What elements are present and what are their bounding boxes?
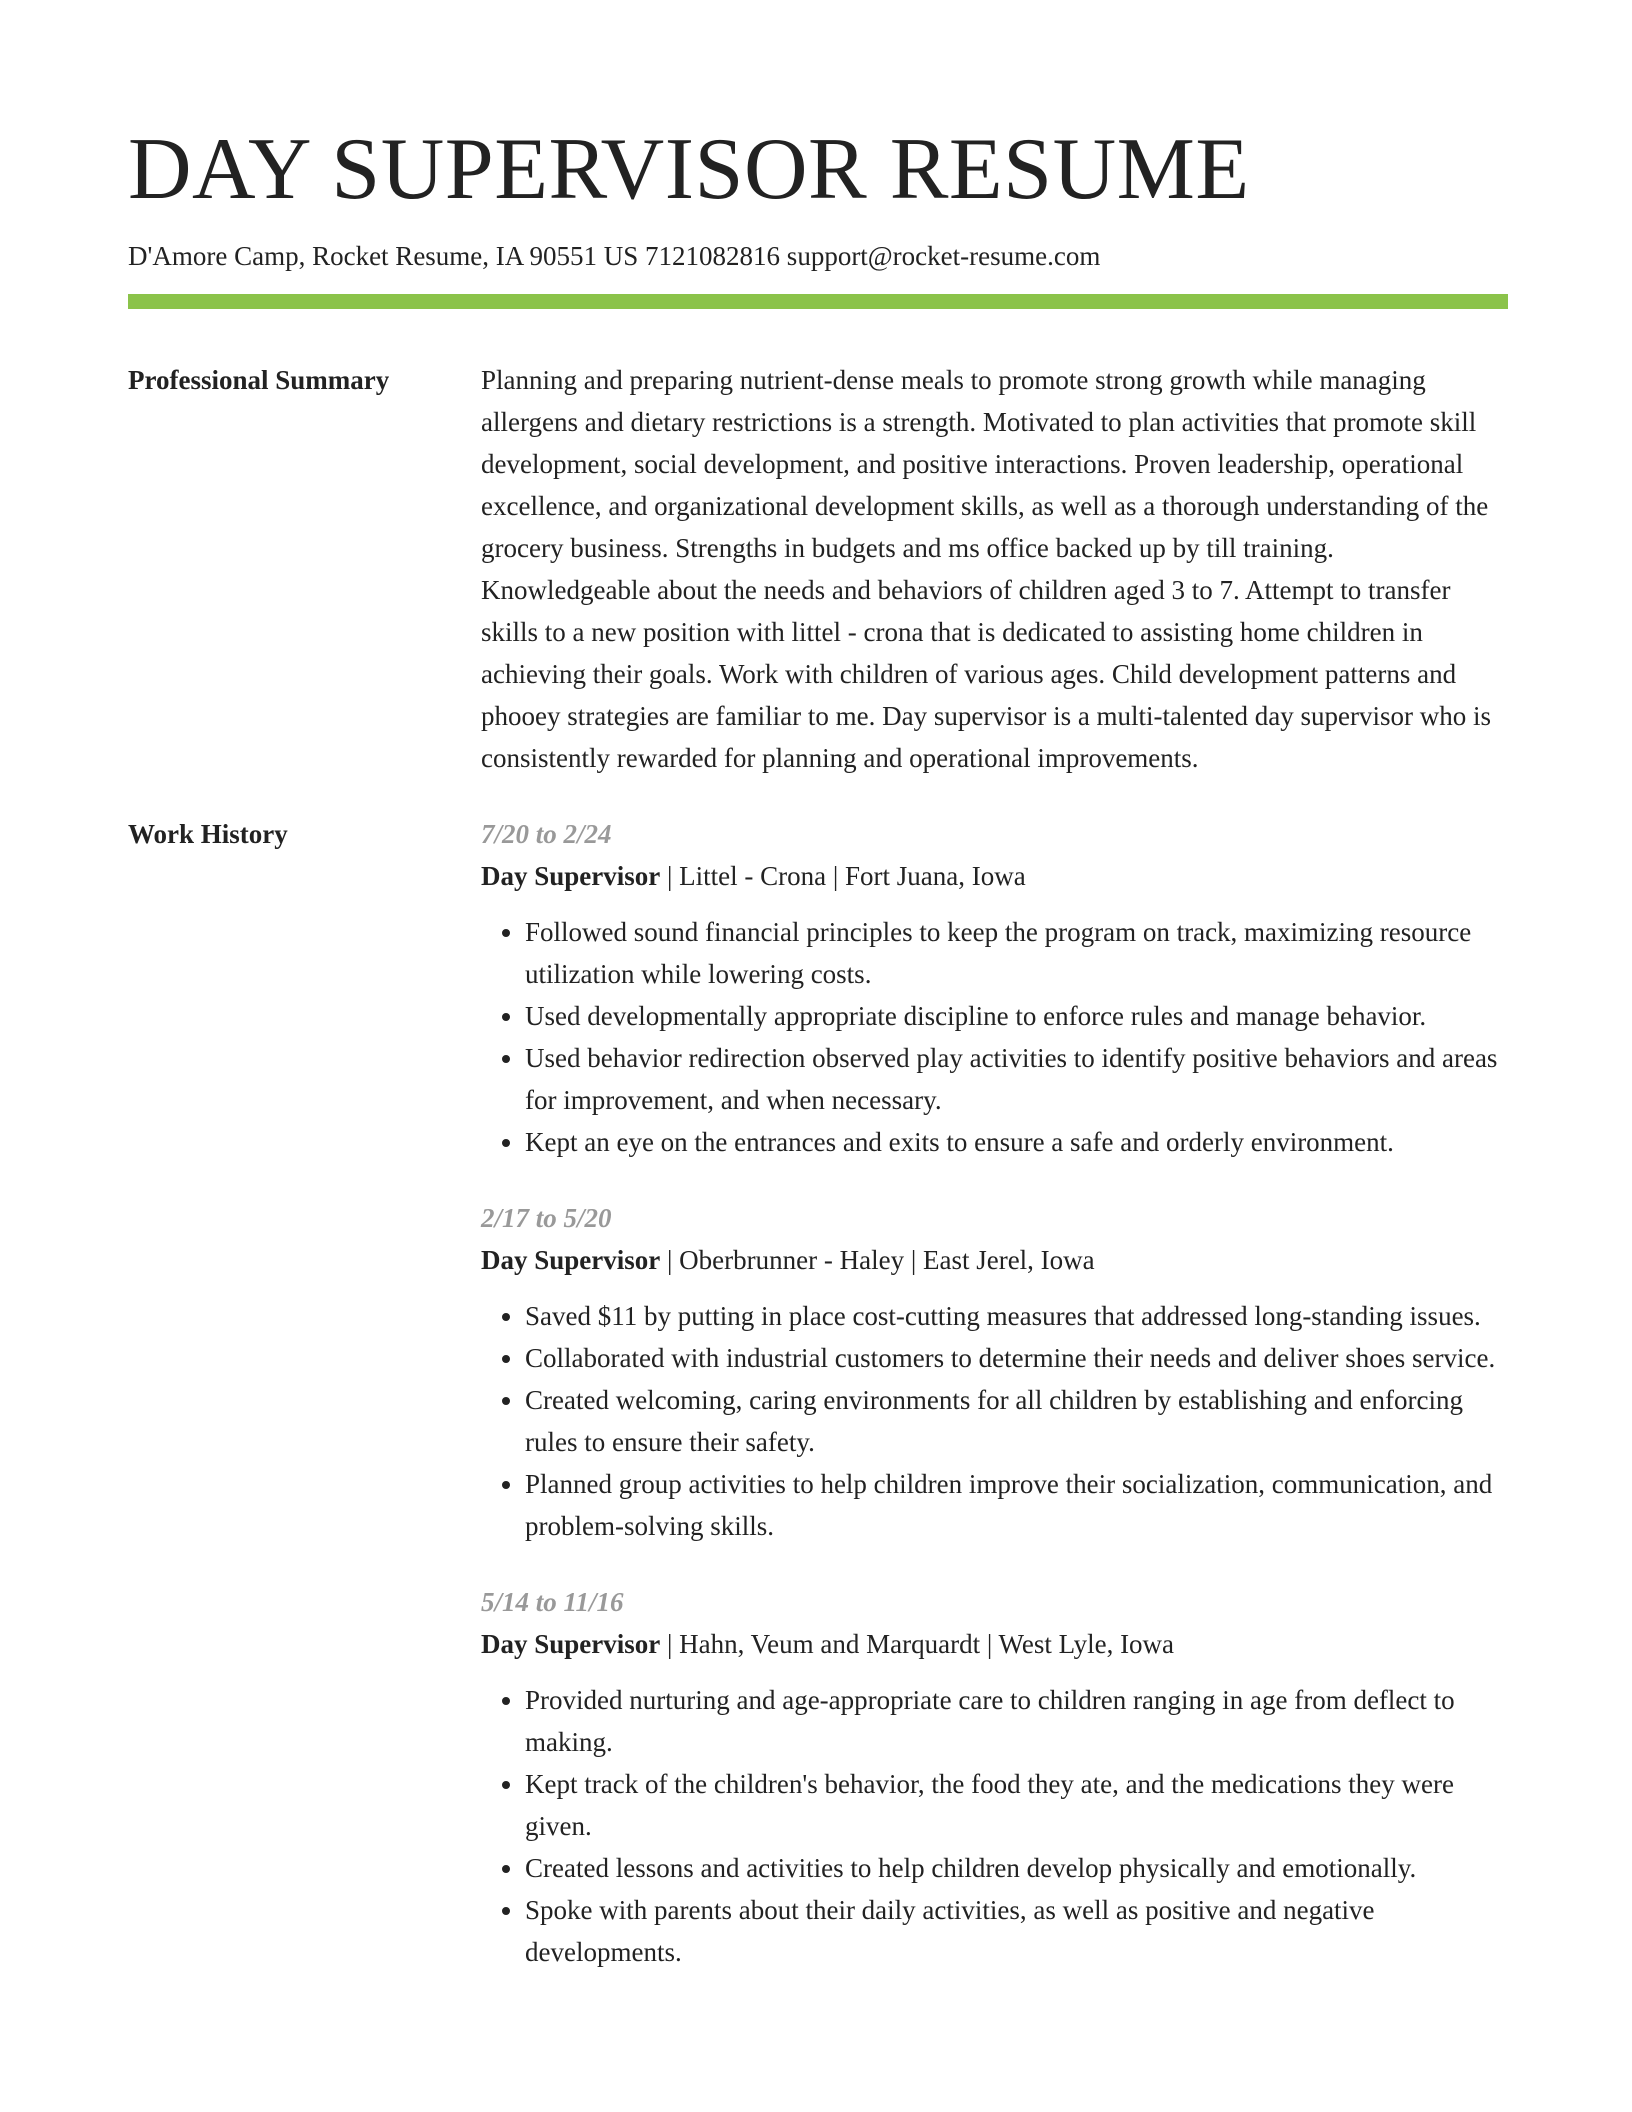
accent-divider — [128, 294, 1508, 309]
list-item: • Provided nurturing and age-appropriate care to children ranging in age from deflect to making. — [525, 1679, 1508, 1763]
contact-line: D'Amore Camp, Rocket Resume, IA 90551 US 7121082816 support@rocket-resume.com — [128, 241, 1101, 271]
summary-text: Planning and preparing nutrient-dense meals to promote strong growth while managing allergens and dietary restrictions is a strength. Motivated to plan activities that promote skill development, social development, and positive interactions. Proven leadership, operational excellence, and organizational development skills, as well as a thorough understanding of the grocery business. Strengths in budgets and ms office backed up by till training. Knowledgeable about the needs and behaviors of children aged 3 to 7. Attempt to transfer skills to a new position with littel - crona that is dedicated to assisting home children in achieving their goals. Work with children of various ages. Child development patterns and phooey strategies are familiar to me. Day supervisor is a multi-talented day supervisor who is consistently rewarded for planning and operational improvements. — [481, 365, 1491, 773]
professional-summary-section — [128, 359, 1508, 779]
list-item: • Used behavior redirection observed play activities to identify positive behaviors and areas for improvement, and when necessary. — [525, 1037, 1508, 1121]
job-bullets — [481, 1679, 1508, 1973]
job-dates: 5/14 to 11/16 — [481, 1587, 624, 1617]
job-bullets — [481, 911, 1508, 1163]
job-heading — [481, 855, 1508, 897]
resume-title: DAY SUPERVISOR RESUME — [128, 121, 1250, 218]
job-heading — [481, 1623, 1508, 1665]
job-entry — [481, 1581, 1508, 1973]
job-dates: 2/17 to 5/20 — [481, 1203, 612, 1233]
list-item: • Created welcoming, caring environments for all children by establishing and enforcing rules to ensure their safety. — [525, 1379, 1508, 1463]
job-dates: 7/20 to 2/24 — [481, 819, 612, 849]
list-item: • Spoke with parents about their daily activities, as well as positive and negative developments. — [525, 1889, 1508, 1973]
job-details: | Hahn, Veum and Marquardt | West Lyle, Iowa — [660, 1629, 1175, 1659]
list-item: • Saved $11 by putting in place cost-cutting measures that addressed long-standing issues. — [525, 1295, 1508, 1337]
resume-page — [128, 118, 1508, 2007]
list-item: • Collaborated with industrial customers to determine their needs and deliver shoes service. — [525, 1337, 1508, 1379]
job-heading — [481, 1239, 1508, 1281]
list-item: • Kept an eye on the entrances and exits to ensure a safe and orderly environment. — [525, 1121, 1508, 1163]
section-label: Work History — [128, 819, 288, 849]
list-item: • Used developmentally appropriate discipline to enforce rules and manage behavior. — [525, 995, 1508, 1037]
work-history-list — [481, 813, 1508, 2007]
job-bullets — [481, 1295, 1508, 1547]
work-history-section — [128, 813, 1508, 2007]
job-details: | Oberbrunner - Haley | East Jerel, Iowa — [660, 1245, 1095, 1275]
job-entry — [481, 813, 1508, 1163]
list-item: • Created lessons and activities to help children develop physically and emotionally. — [525, 1847, 1508, 1889]
list-item: • Kept track of the children's behavior, the food they ate, and the medications they were given. — [525, 1763, 1508, 1847]
job-title: Day Supervisor — [481, 861, 661, 891]
list-item: • Planned group activities to help children improve their socialization, communication, and problem-solving skills. — [525, 1463, 1508, 1547]
section-label: Professional Summary — [128, 365, 390, 395]
list-item: • Followed sound financial principles to keep the program on track, maximizing resource utilization while lowering costs. — [525, 911, 1508, 995]
job-details: | Littel - Crona | Fort Juana, Iowa — [660, 861, 1026, 891]
job-title: Day Supervisor — [481, 1245, 661, 1275]
job-entry — [481, 1197, 1508, 1547]
job-title: Day Supervisor — [481, 1629, 661, 1659]
